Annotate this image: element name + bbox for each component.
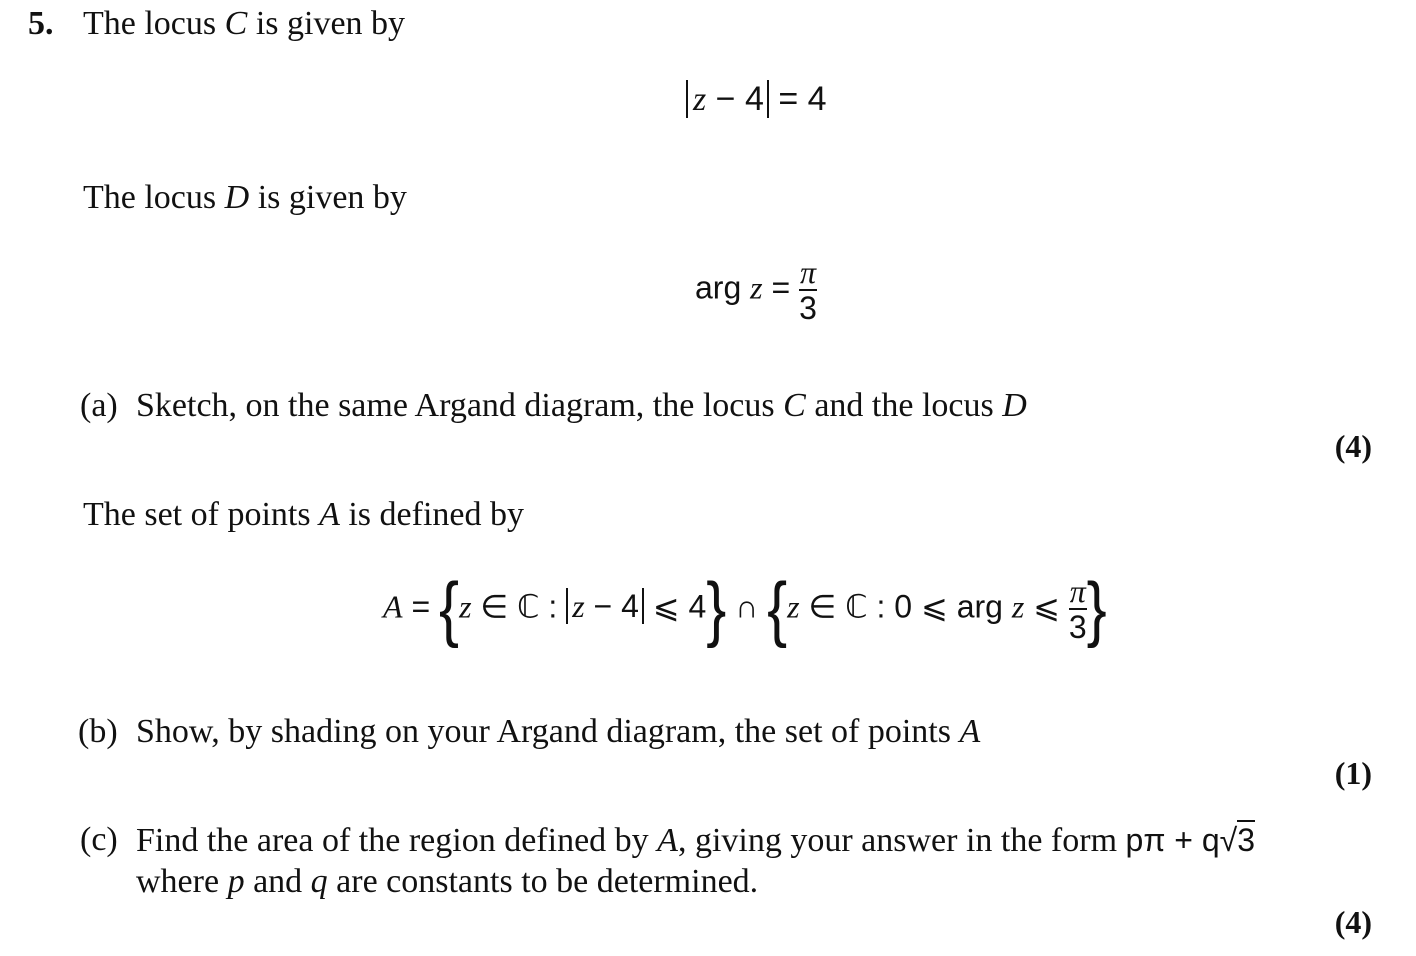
part-b-marks: (1) <box>1334 755 1372 791</box>
fraction-pi-over-3 <box>799 256 817 324</box>
part-c-text-segment: Find the area of the region defined by <box>136 822 658 859</box>
locus-c-var: C <box>783 387 806 424</box>
part-c-line1 <box>136 820 1255 861</box>
eq-part: ⩽ <box>1024 588 1069 625</box>
arg-label: arg <box>956 588 1003 625</box>
fraction-denominator: 3 <box>1068 609 1087 645</box>
part-c-line2 <box>136 862 758 902</box>
fraction-numerator: π <box>799 254 816 290</box>
fraction-numerator: π <box>1069 573 1086 609</box>
fraction-denominator: 3 <box>799 290 817 326</box>
fraction-pi-over-3 <box>1069 575 1087 643</box>
set-a-intro <box>83 495 524 535</box>
left-brace: { <box>767 568 788 649</box>
var-z: z <box>1011 588 1025 625</box>
right-brace: } <box>706 568 727 649</box>
question-number: 5. <box>28 5 54 42</box>
part-c-marks: (4) <box>1334 904 1372 940</box>
part-b-text-segment: Show, by shading on your Argand diagram, the set of points <box>136 713 960 750</box>
var-A: A <box>383 588 403 625</box>
intro-text: The locus <box>83 179 225 216</box>
part-a-text-segment: Sketch, on the same Argand diagram, the locus <box>136 387 784 424</box>
locus-d-var: D <box>1002 387 1027 424</box>
part-a-text <box>136 386 1027 426</box>
part-c-text-segment: are constants to be determined. <box>327 863 759 900</box>
right-brace: } <box>1086 568 1107 649</box>
sqrt-radicand: 3 <box>1237 822 1256 858</box>
set-a-var: A <box>319 496 340 533</box>
eq-part: ∈ ℂ : 0 ⩽ <box>799 588 957 625</box>
answer-form-p-pi-q: pπ + q <box>1125 822 1220 858</box>
var-z: z <box>572 588 585 625</box>
part-b-label: (b) <box>78 713 118 750</box>
var-q: q <box>310 863 328 900</box>
intro-text: is given by <box>247 5 406 42</box>
equation-locus-c <box>686 80 827 119</box>
part-a-text-segment: and the locus <box>805 387 1003 424</box>
arg-label: arg <box>695 269 742 306</box>
intro-text: is given by <box>249 179 407 216</box>
eq-part: ⩽ 4 <box>643 588 707 625</box>
locus-c-var: C <box>224 5 248 42</box>
eq-part: = <box>762 269 791 306</box>
equation-set-a <box>383 568 1107 649</box>
eq-part: − 4 <box>706 80 769 118</box>
left-brace: { <box>439 568 460 649</box>
intro-text: The locus <box>83 5 225 42</box>
intro-text: The set of points <box>83 496 320 533</box>
answer-form <box>1126 820 1256 858</box>
locus-d-var: D <box>224 179 250 216</box>
var-z: z <box>750 269 763 306</box>
intersection-symbol: ∩ <box>726 588 768 625</box>
var-z: z <box>459 588 472 625</box>
var-p: p <box>227 863 245 900</box>
locus-d-intro <box>83 178 407 218</box>
sqrt-symbol: √ <box>1219 822 1238 858</box>
part-c-label: (c) <box>80 821 118 858</box>
part-a-marks: (4) <box>1334 428 1372 464</box>
var-z: z <box>693 81 707 118</box>
eq-part: ∈ ℂ : <box>471 588 567 625</box>
part-c-text-segment: , giving your answer in the form <box>677 822 1126 859</box>
equation-locus-d <box>695 256 817 324</box>
set-a-var: A <box>959 713 981 750</box>
var-z: z <box>787 588 800 625</box>
eq-part: − 4 <box>585 588 644 624</box>
locus-c-intro <box>83 4 405 44</box>
part-a-label: (a) <box>80 387 118 424</box>
set-a-var: A <box>657 822 678 859</box>
eq-part: = 4 <box>768 80 827 118</box>
part-b-text <box>136 712 980 752</box>
part-c-text-segment: and <box>244 863 311 900</box>
eq-part: = <box>402 588 440 625</box>
intro-text: is defined by <box>339 496 524 533</box>
part-c-text-segment: where <box>136 863 228 900</box>
